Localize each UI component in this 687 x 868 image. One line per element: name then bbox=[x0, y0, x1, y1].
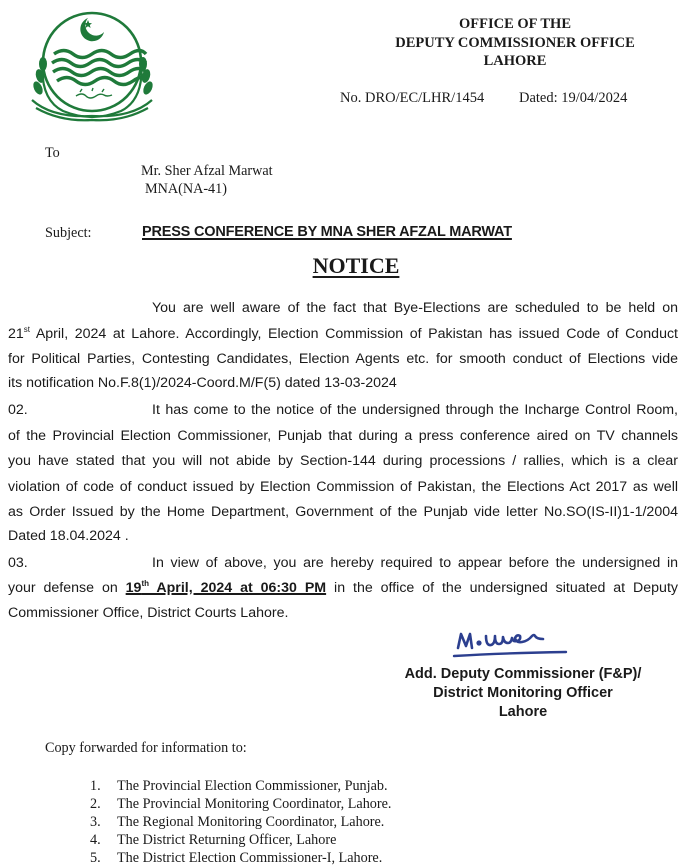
paragraph-1-line-2: 21st April, 2024 at Lahore. Accordingly, Election Commission of Pakistan has issued Code of Conduct bbox=[8, 325, 678, 342]
office-title-line3: LAHORE bbox=[483, 53, 547, 69]
paragraph-1-line-3: for Political Parties, Contesting Candidates, Election Agents etc. for smooth conduct of Elections vide bbox=[8, 351, 678, 367]
recipient-name: Mr. Sher Afzal Marwat bbox=[141, 163, 273, 179]
government-of-punjab-emblem-icon bbox=[18, 4, 166, 132]
to-label: To bbox=[45, 145, 60, 161]
paragraph-2-line-5: as Order Issued by the Home Department, Government of the Punjab vide letter No.SO(IS-II)1-1/2004 bbox=[8, 504, 678, 520]
notice-title: NOTICE bbox=[312, 253, 400, 278]
subject-label: Subject: bbox=[45, 225, 92, 241]
dated: Dated: 19/04/2024 bbox=[519, 90, 628, 106]
paragraph-3-line-3: Commissioner Office, District Courts Lahore. bbox=[8, 605, 289, 621]
paragraph-1-line-1: You are well aware of the fact that Bye-Elections are scheduled to be held on bbox=[152, 300, 678, 316]
paragraph-3-number: 03. bbox=[8, 555, 28, 571]
paragraph-2-line-4: violation of code of conduct issued by Election Commission of Pakistan, the Elections Act 2017 as well bbox=[8, 479, 678, 495]
paragraph-2-line-2: of the Provincial Election Commissioner, Punjab that during a press conference aired on TV channels bbox=[8, 428, 678, 444]
paragraph-2-line-1: It has come to the notice of the undersigned through the Incharge Control Room, bbox=[152, 402, 678, 418]
paragraph-1-line-4: its notification No.F.8(1)/2024-Coord.M/F(5) dated 13-03-2024 bbox=[8, 375, 397, 391]
cc-list-item: 4. The District Returning Officer, Lahore bbox=[90, 832, 337, 848]
recipient-designation: MNA(NA-41) bbox=[145, 181, 227, 197]
office-title-line2: DEPUTY COMMISSIONER OFFICE bbox=[395, 35, 635, 51]
office-title-line1: OFFICE OF THE bbox=[459, 16, 571, 32]
subject-text: PRESS CONFERENCE BY MNA SHER AFZAL MARWAT bbox=[142, 224, 512, 240]
cc-list-item: 1. The Provincial Election Commissioner, Punjab. bbox=[90, 778, 388, 794]
signatory-designation-line1: Add. Deputy Commissioner (F&P)/ bbox=[404, 666, 642, 682]
signatory-designation-line2: District Monitoring Officer bbox=[433, 685, 613, 701]
signature-image bbox=[440, 622, 580, 660]
hearing-date-time: 19th April, 2024 at 06:30 PM bbox=[125, 579, 327, 596]
paragraph-2-line-6: Dated 18.04.2024 . bbox=[8, 528, 129, 544]
paragraph-2-number: 02. bbox=[8, 402, 28, 418]
cc-list-item: 5. The District Election Commissioner-I, Lahore. bbox=[90, 850, 383, 866]
reference-number: No. DRO/EC/LHR/1454 bbox=[340, 90, 485, 106]
paragraph-3-line-1: In view of above, you are hereby required to appear before the undersigned in bbox=[152, 555, 678, 571]
cc-list-item: 2. The Provincial Monitoring Coordinator, Lahore. bbox=[90, 796, 392, 812]
paragraph-3-line-2: your defense on 19th April, 2024 at 06:30 PM in the office of the undersigned situated at Deputy bbox=[8, 579, 678, 596]
copy-forwarded-heading: Copy forwarded for information to: bbox=[45, 740, 247, 756]
signatory-designation-line3: Lahore bbox=[498, 704, 548, 720]
paragraph-2-line-3: you have stated that you will not abide by Section-144 during processions / rallies, which is a clear bbox=[8, 453, 678, 469]
cc-list-item: 3. The Regional Monitoring Coordinator, Lahore. bbox=[90, 814, 385, 830]
